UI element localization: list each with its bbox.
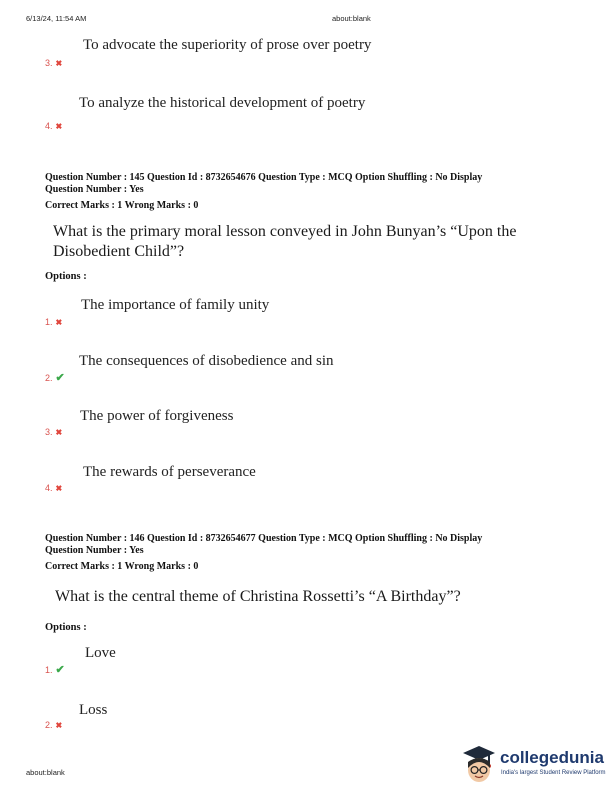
option-text: The rewards of perseverance [83, 464, 256, 480]
cross-icon: ✖ [55, 428, 63, 437]
option-text: To advocate the superiority of prose over poetry [83, 37, 372, 53]
question-meta-line-1: Question Number : 146 Question Id : 8732654677 Question Type : MCQ Option Shuffling : No Display [45, 533, 483, 544]
option-number: 4. ✖ [45, 483, 63, 493]
cross-icon: ✖ [55, 59, 63, 68]
options-label: Options : [45, 271, 87, 282]
option-number: 2. ✔ [45, 372, 65, 384]
option-number: 1. ✔ [45, 664, 65, 676]
option-text: Loss [79, 702, 108, 718]
option-text: The consequences of disobedience and sin [79, 353, 334, 369]
cross-icon: ✖ [55, 122, 63, 131]
option-text: The importance of family unity [81, 297, 270, 313]
option-number: 2. ✖ [45, 720, 63, 730]
mascot-icon [460, 744, 498, 788]
logo-brand: collegedunia [500, 748, 604, 767]
question-meta-line-2: Question Number : Yes [45, 184, 144, 195]
question-meta-line-2: Question Number : Yes [45, 545, 144, 556]
print-datetime: 6/13/24, 11:54 AM [26, 14, 87, 23]
question-meta-line-1: Question Number : 145 Question Id : 8732654676 Question Type : MCQ Option Shuffling : No Display [45, 172, 483, 183]
option-number: 1. ✖ [45, 317, 63, 327]
cross-icon: ✖ [55, 721, 63, 730]
collegedunia-logo [460, 744, 610, 788]
options-label: Options : [45, 622, 87, 633]
option-number: 3. ✖ [45, 427, 63, 437]
footer-url: about:blank [26, 768, 65, 777]
cross-icon: ✖ [55, 318, 63, 327]
cross-icon: ✖ [55, 484, 63, 493]
question-marks: Correct Marks : 1 Wrong Marks : 0 [45, 200, 199, 211]
check-icon: ✔ [55, 664, 65, 676]
option-number: 3. ✖ [45, 58, 63, 68]
option-text: Love [85, 645, 116, 661]
question-marks: Correct Marks : 1 Wrong Marks : 0 [45, 561, 199, 572]
check-icon: ✔ [55, 372, 65, 384]
question-text: What is the primary moral lesson conveyed in John Bunyan’s “Upon the Disobedient Child”? [53, 223, 517, 260]
question-text: What is the central theme of Christina Rossetti’s “A Birthday”? [55, 588, 461, 605]
option-text: To analyze the historical development of poetry [79, 95, 366, 111]
option-text: The power of forgiveness [80, 408, 234, 424]
print-url: about:blank [332, 14, 371, 23]
logo-tagline: India's largest Student Review Platform [501, 770, 606, 776]
option-number: 4. ✖ [45, 121, 63, 131]
